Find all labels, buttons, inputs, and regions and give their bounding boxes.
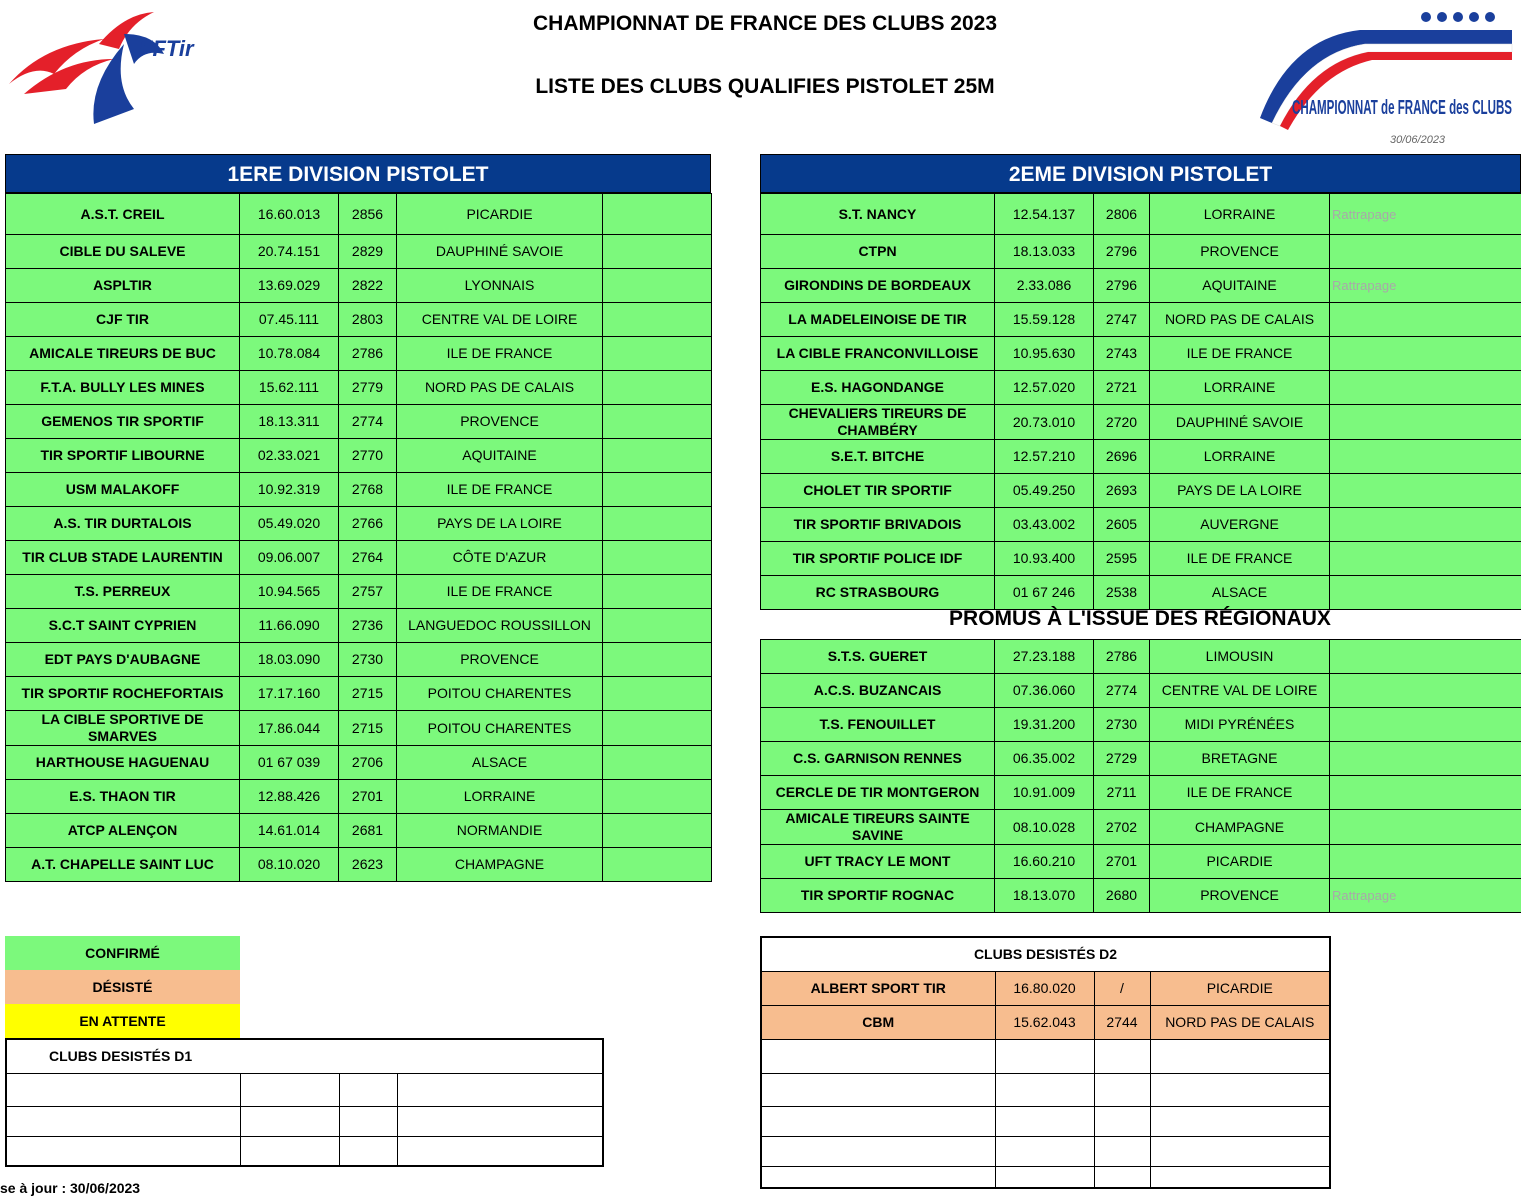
cell-code: 2.33.086 (995, 269, 1094, 303)
cell-club: S.C.T SAINT CYPRIEN (6, 609, 240, 643)
table-row (761, 640, 1521, 674)
cell-code: 12.54.137 (995, 194, 1094, 235)
table-row (761, 810, 1521, 845)
cell-region: LORRAINE (1150, 440, 1330, 474)
cell-region: NORD PAS DE CALAIS (1150, 303, 1330, 337)
cell-club: TIR SPORTIF LIBOURNE (6, 439, 240, 473)
table-row (6, 303, 712, 337)
table-row (6, 439, 712, 473)
cell-note (603, 269, 712, 303)
cell-region: ILE DE FRANCE (1150, 542, 1330, 576)
cell-score: 2730 (1094, 708, 1150, 742)
cell-club: UFT TRACY LE MONT (761, 845, 995, 879)
cell-region: LANGUEDOC ROUSSILLON (397, 609, 603, 643)
cell-note (1330, 708, 1521, 742)
cell-note (603, 337, 712, 371)
cell-score: 2720 (1094, 405, 1150, 440)
cell-score: 2680 (1094, 879, 1150, 913)
cell-note (1330, 776, 1521, 810)
cell-club: LA CIBLE SPORTIVE DE SMARVES (6, 711, 240, 746)
empty-row (761, 1039, 1330, 1073)
cell-note (1330, 640, 1521, 674)
cell-score: 2538 (1094, 576, 1150, 610)
cell-score: 2796 (1094, 269, 1150, 303)
empty-row (6, 1073, 603, 1106)
cell-region: POITOU CHARENTES (397, 677, 603, 711)
table-row (761, 405, 1521, 440)
table-row (6, 473, 712, 507)
table-row (761, 674, 1521, 708)
cell-code: 11.66.090 (240, 609, 339, 643)
cell-club: TIR CLUB STADE LAURENTIN (6, 541, 240, 575)
cell-code: 05.49.020 (240, 507, 339, 541)
cell-score: 2803 (339, 303, 397, 337)
championnat-logo (1250, 8, 1516, 133)
cell-region: PICARDIE (397, 194, 603, 235)
empty-row (761, 1136, 1330, 1166)
cell-region: PROVENCE (397, 405, 603, 439)
cell-region: ILE DE FRANCE (397, 575, 603, 609)
cell-code: 15.62.111 (240, 371, 339, 405)
cell-code: 15.59.128 (995, 303, 1094, 337)
cell-code: 14.61.014 (240, 814, 339, 848)
cell-score: 2702 (1094, 810, 1150, 845)
table-row (6, 814, 712, 848)
cell-club: GEMENOS TIR SPORTIF (6, 405, 240, 439)
cell-club: ASPLTIR (6, 269, 240, 303)
cell-note (1330, 474, 1521, 508)
cell-code: 10.91.009 (995, 776, 1094, 810)
cell-region: CHAMPAGNE (1150, 810, 1330, 845)
cell-note (1330, 371, 1521, 405)
cell-score: 2696 (1094, 440, 1150, 474)
cell-region: CÔTE D'AZUR (397, 541, 603, 575)
cell-code: 10.93.400 (995, 542, 1094, 576)
table-row (761, 371, 1521, 405)
cell-score: 2806 (1094, 194, 1150, 235)
division1-header: 1ERE DIVISION PISTOLET (5, 154, 711, 193)
cell-note (1330, 337, 1521, 371)
cell-code: 01 67 039 (240, 746, 339, 780)
cell-code: 08.10.028 (995, 810, 1094, 845)
promus-table (760, 639, 1521, 913)
cell-region: AQUITAINE (1150, 269, 1330, 303)
cell-score: 2706 (339, 746, 397, 780)
cell-code: 18.13.070 (995, 879, 1094, 913)
cell-score: 2757 (339, 575, 397, 609)
cell-region: ALSACE (397, 746, 603, 780)
table-row (6, 194, 712, 235)
cell-code: 10.78.084 (240, 337, 339, 371)
cell-region: ILE DE FRANCE (397, 473, 603, 507)
division1-table (5, 193, 712, 882)
desistes-d1-title: CLUBS DESISTÉS D1 (6, 1039, 603, 1073)
cell-region: ILE DE FRANCE (1150, 776, 1330, 810)
table-row (6, 337, 712, 371)
legend-confirme: CONFIRMÉ (5, 936, 240, 970)
empty-row (761, 1166, 1330, 1188)
cell-score: 2701 (1094, 845, 1150, 879)
cell-note (603, 746, 712, 780)
cell-code: 07.36.060 (995, 674, 1094, 708)
cell-region: MIDI PYRÉNÉES (1150, 708, 1330, 742)
cell-club: CTPN (761, 235, 995, 269)
cell-score: / (1094, 971, 1150, 1005)
cell-region: LIMOUSIN (1150, 640, 1330, 674)
cell-region: POITOU CHARENTES (397, 711, 603, 746)
cell-score: 2730 (339, 643, 397, 677)
cell-score: 2605 (1094, 508, 1150, 542)
cell-region: LORRAINE (1150, 194, 1330, 235)
table-row (6, 643, 712, 677)
cell-note (603, 235, 712, 269)
cell-region: LYONNAIS (397, 269, 603, 303)
cell-note (603, 711, 712, 746)
cell-score: 2681 (339, 814, 397, 848)
logo-right-text: CHAMPIONNAT de FRANCE des CLUBS (1292, 97, 1512, 119)
table-row (6, 848, 712, 882)
cell-score: 2766 (339, 507, 397, 541)
desistes-d2-title: CLUBS DESISTÉS D2 (761, 937, 1330, 971)
cell-code: 20.73.010 (995, 405, 1094, 440)
cell-code: 10.95.630 (995, 337, 1094, 371)
cell-club: TIR SPORTIF ROCHEFORTAIS (6, 677, 240, 711)
cell-note (1330, 674, 1521, 708)
cell-note (603, 643, 712, 677)
cell-code: 27.23.188 (995, 640, 1094, 674)
table-row (761, 440, 1521, 474)
empty-row (6, 1106, 603, 1136)
promus-title: PROMUS À L'ISSUE DES RÉGIONAUX (949, 607, 1331, 630)
legend-attente: EN ATTENTE (5, 1004, 240, 1038)
cell-region: PICARDIE (1150, 971, 1330, 1005)
table-row (6, 575, 712, 609)
cell-score: 2786 (1094, 640, 1150, 674)
cell-club: F.T.A. BULLY LES MINES (6, 371, 240, 405)
cell-region: CENTRE VAL DE LOIRE (1150, 674, 1330, 708)
cell-region: PAYS DE LA LOIRE (397, 507, 603, 541)
cell-club: S.E.T. BITCHE (761, 440, 995, 474)
cell-region: PROVENCE (397, 643, 603, 677)
cell-note (603, 814, 712, 848)
cell-score: 2744 (1094, 1005, 1150, 1039)
table-row (6, 677, 712, 711)
desistes-d2-table (760, 936, 1331, 1189)
cell-club: E.S. HAGONDANGE (761, 371, 995, 405)
cell-score: 2711 (1094, 776, 1150, 810)
cell-score: 2829 (339, 235, 397, 269)
cell-region: NORMANDIE (397, 814, 603, 848)
cell-code: 18.03.090 (240, 643, 339, 677)
cell-code: 06.35.002 (995, 742, 1094, 776)
cell-note (1330, 405, 1521, 440)
update-date: se à jour : 30/06/2023 (0, 1180, 141, 1196)
cell-club: GIRONDINS DE BORDEAUX (761, 269, 995, 303)
cell-region: ALSACE (1150, 576, 1330, 610)
cell-code: 07.45.111 (240, 303, 339, 337)
cell-club: CERCLE DE TIR MONTGERON (761, 776, 995, 810)
cell-code: 10.94.565 (240, 575, 339, 609)
desistes-d1-table (5, 1038, 604, 1167)
cell-code: 02.33.021 (240, 439, 339, 473)
table-row (761, 1005, 1330, 1039)
table-row (6, 541, 712, 575)
cell-score: 2595 (1094, 542, 1150, 576)
cell-club: CHOLET TIR SPORTIF (761, 474, 995, 508)
cell-club: A.S.T. CREIL (6, 194, 240, 235)
cell-note (1330, 742, 1521, 776)
table-row (761, 845, 1521, 879)
cell-note (603, 541, 712, 575)
cell-club: RC STRASBOURG (761, 576, 995, 610)
cell-club: AMICALE TIREURS DE BUC (6, 337, 240, 371)
cell-note (1330, 576, 1521, 610)
cell-note (603, 575, 712, 609)
page-subtitle: LISTE DES CLUBS QUALIFIES PISTOLET 25M (535, 75, 995, 98)
cell-note (603, 677, 712, 711)
table-row (761, 708, 1521, 742)
table-row (6, 269, 712, 303)
cell-code: 20.74.151 (240, 235, 339, 269)
cell-region: PICARDIE (1150, 845, 1330, 879)
cell-score: 2774 (339, 405, 397, 439)
division2-table (760, 193, 1521, 610)
cell-club: A.S. TIR DURTALOIS (6, 507, 240, 541)
table-row (6, 235, 712, 269)
cell-code: 17.17.160 (240, 677, 339, 711)
table-row (761, 194, 1521, 235)
table-row (6, 780, 712, 814)
cell-score: 2721 (1094, 371, 1150, 405)
cell-note (603, 473, 712, 507)
table-row (761, 474, 1521, 508)
cell-score: 2715 (339, 711, 397, 746)
cell-region: LORRAINE (397, 780, 603, 814)
cell-club: LA MADELEINOISE DE TIR (761, 303, 995, 337)
cell-region: CHAMPAGNE (397, 848, 603, 882)
cell-club: S.T. NANCY (761, 194, 995, 235)
cell-score: 2796 (1094, 235, 1150, 269)
table-row (6, 609, 712, 643)
page-title: CHAMPIONNAT DE FRANCE DES CLUBS 2023 (533, 12, 997, 35)
cell-club: TIR SPORTIF ROGNAC (761, 879, 995, 913)
cell-club: TIR SPORTIF POLICE IDF (761, 542, 995, 576)
cell-code: 16.60.013 (240, 194, 339, 235)
cell-score: 2701 (339, 780, 397, 814)
cell-note: Rattrapage (1330, 879, 1521, 913)
table-row (761, 508, 1521, 542)
table-row (761, 542, 1521, 576)
cell-note (1330, 810, 1521, 845)
cell-code: 13.69.029 (240, 269, 339, 303)
logo-left-text: FFTir (139, 36, 194, 61)
table-row (6, 746, 712, 780)
cell-club: CBM (761, 1005, 995, 1039)
table-row (761, 879, 1521, 913)
cell-club: ALBERT SPORT TIR (761, 971, 995, 1005)
cell-note (1330, 303, 1521, 337)
cell-region: DAUPHINÉ SAVOIE (1150, 405, 1330, 440)
cell-score: 2729 (1094, 742, 1150, 776)
cell-score: 2779 (339, 371, 397, 405)
cell-club: S.T.S. GUERET (761, 640, 995, 674)
fftir-logo (4, 4, 214, 129)
table-row (761, 971, 1330, 1005)
cell-note (603, 609, 712, 643)
cell-club: E.S. THAON TIR (6, 780, 240, 814)
cell-note: Rattrapage (1330, 269, 1521, 303)
cell-club: C.S. GARNISON RENNES (761, 742, 995, 776)
cell-region: ILE DE FRANCE (1150, 337, 1330, 371)
division2-header: 2EME DIVISION PISTOLET (760, 154, 1521, 193)
cell-score: 2743 (1094, 337, 1150, 371)
cell-club: HARTHOUSE HAGUENAU (6, 746, 240, 780)
cell-club: LA CIBLE FRANCONVILLOISE (761, 337, 995, 371)
table-row (6, 507, 712, 541)
table-row (761, 337, 1521, 371)
cell-score: 2786 (339, 337, 397, 371)
cell-code: 12.57.210 (995, 440, 1094, 474)
cell-score: 2822 (339, 269, 397, 303)
cell-club: AMICALE TIREURS SAINTE SAVINE (761, 810, 995, 845)
legend-desiste: DÉSISTÉ (5, 970, 240, 1004)
cell-region: ILE DE FRANCE (397, 337, 603, 371)
cell-score: 2856 (339, 194, 397, 235)
cell-score: 2770 (339, 439, 397, 473)
cell-code: 18.13.033 (995, 235, 1094, 269)
empty-row (761, 1106, 1330, 1136)
cell-note (603, 507, 712, 541)
cell-note (603, 780, 712, 814)
cell-club: T.S. FENOUILLET (761, 708, 995, 742)
cell-code: 09.06.007 (240, 541, 339, 575)
cell-note (603, 405, 712, 439)
cell-note (1330, 235, 1521, 269)
cell-club: A.C.S. BUZANCAIS (761, 674, 995, 708)
date-stamp: 30/06/2023 (1390, 134, 1446, 146)
cell-region: CENTRE VAL DE LOIRE (397, 303, 603, 337)
table-row (6, 371, 712, 405)
cell-club: A.T. CHAPELLE SAINT LUC (6, 848, 240, 882)
cell-note (1330, 542, 1521, 576)
cell-note (603, 371, 712, 405)
cell-score: 2623 (339, 848, 397, 882)
cell-club: EDT PAYS D'AUBAGNE (6, 643, 240, 677)
cell-note (603, 194, 712, 235)
cell-code: 19.31.200 (995, 708, 1094, 742)
cell-code: 18.13.311 (240, 405, 339, 439)
table-row (6, 711, 712, 746)
table-row (6, 405, 712, 439)
table-row (761, 576, 1521, 610)
cell-code: 15.62.043 (995, 1005, 1094, 1039)
cell-note (1330, 508, 1521, 542)
cell-note (603, 303, 712, 337)
empty-row (6, 1136, 603, 1166)
cell-club: CHEVALIERS TIREURS DE CHAMBÉRY (761, 405, 995, 440)
cell-score: 2764 (339, 541, 397, 575)
cell-score: 2774 (1094, 674, 1150, 708)
cell-region: AUVERGNE (1150, 508, 1330, 542)
cell-region: PAYS DE LA LOIRE (1150, 474, 1330, 508)
cell-code: 16.60.210 (995, 845, 1094, 879)
table-row (761, 235, 1521, 269)
cell-region: PROVENCE (1150, 235, 1330, 269)
table-row (761, 269, 1521, 303)
cell-note (1330, 440, 1521, 474)
table-row (761, 742, 1521, 776)
cell-club: T.S. PERREUX (6, 575, 240, 609)
cell-score: 2715 (339, 677, 397, 711)
cell-code: 16.80.020 (995, 971, 1094, 1005)
cell-region: NORD PAS DE CALAIS (397, 371, 603, 405)
cell-code: 17.86.044 (240, 711, 339, 746)
cell-region: AQUITAINE (397, 439, 603, 473)
cell-region: NORD PAS DE CALAIS (1150, 1005, 1330, 1039)
cell-region: BRETAGNE (1150, 742, 1330, 776)
cell-code: 05.49.250 (995, 474, 1094, 508)
cell-score: 2736 (339, 609, 397, 643)
cell-note (603, 848, 712, 882)
cell-club: ATCP ALENÇON (6, 814, 240, 848)
cell-code: 08.10.020 (240, 848, 339, 882)
cell-region: PROVENCE (1150, 879, 1330, 913)
cell-note: Rattrapage (1330, 194, 1521, 235)
cell-code: 12.88.426 (240, 780, 339, 814)
cell-score: 2768 (339, 473, 397, 507)
cell-club: TIR SPORTIF BRIVADOIS (761, 508, 995, 542)
empty-row (761, 1073, 1330, 1106)
cell-note (603, 439, 712, 473)
table-row (761, 776, 1521, 810)
cell-code: 03.43.002 (995, 508, 1094, 542)
cell-club: USM MALAKOFF (6, 473, 240, 507)
cell-club: CIBLE DU SALEVE (6, 235, 240, 269)
cell-note (1330, 845, 1521, 879)
cell-club: CJF TIR (6, 303, 240, 337)
cell-region: DAUPHINÉ SAVOIE (397, 235, 603, 269)
cell-code: 10.92.319 (240, 473, 339, 507)
cell-score: 2693 (1094, 474, 1150, 508)
cell-code: 12.57.020 (995, 371, 1094, 405)
cell-region: LORRAINE (1150, 371, 1330, 405)
cell-code: 01 67 246 (995, 576, 1094, 610)
table-row (761, 303, 1521, 337)
cell-score: 2747 (1094, 303, 1150, 337)
